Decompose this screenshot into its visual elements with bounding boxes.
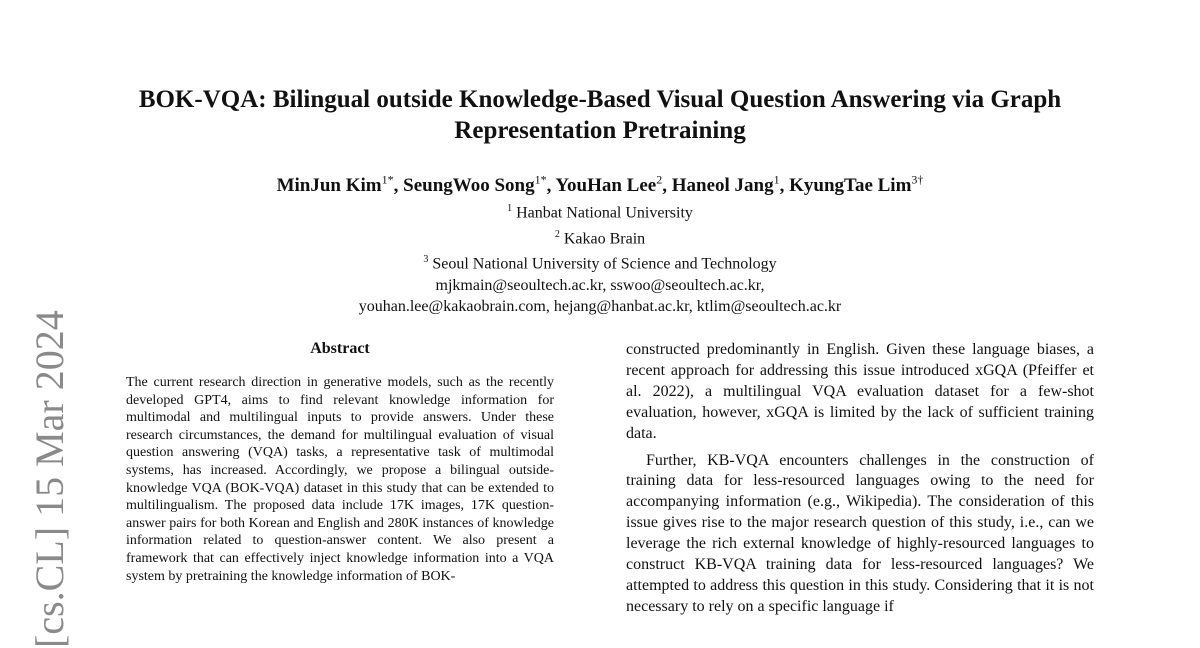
author: MinJun Kim$^{1*}$ xyxy=(276,173,394,197)
affiliation: $^1$ Hanbat National University xyxy=(507,203,693,222)
author-mark: 2 xyxy=(656,173,663,187)
email-line: mjkmain@seoultech.ac.kr, sswoo@seoultech.ac.kr, xyxy=(435,276,765,294)
affiliations xyxy=(100,198,1100,317)
body-paragraph: Further, KB-VQA encounters challenges in the construction of training data for less-resourced languages owing to the need for accompanying information (e.g., Wikipedia). The consideration of this issue gives rise to the major research question of this study, i.e., can we leverage the rich external knowledge of highly-resourced languages to construct KB-VQA training data for less-resourced languages? We attempted to address this question in this study. Considering that it is not necessary to rely on a specific language if xyxy=(626,451,1094,615)
author-mark: 3† xyxy=(911,173,924,187)
body-column-right xyxy=(626,340,1094,624)
author-list: MinJun Kim$^{1*}$, SeungWoo Song$^{1*}$, YouHan Lee$^2$, Haneol Jang$^1$, KyungTae Lim$^{3\dagger}$ xyxy=(276,173,924,197)
body-paragraph: constructed predominantly in English. Given these language biases, a recent approach for addressing this issue introduced xGQA (Pfeiffer et al. 2022), a multilingual VQA evaluation dataset for a few-shot evaluation, however, xGQA is limited by the lack of sufficient training data. xyxy=(626,341,1094,442)
author-mark: 1 xyxy=(773,173,780,187)
abstract-text: The current research direction in generative models, such as the recently developed GPT4, aims to find relevant knowledge information for multimodal and multilingual inputs to provide answers. Under these research circumstances, the demand for multilingual evaluation of visual question answering (VQA) tasks, a representative task of multimodal systems, has increased. Accordingly, we propose a bilingual outside-knowledge VQA (BOK-VQA) dataset in this study that can be extended to multilingualism. The proposed data include 17K images, 17K question-answer pairs for both Korean and English and 280K instances of knowledge information related to question-answer content. We also present a framework that can effectively inject knowledge information into a VQA system by pretraining the knowledge information of BOK- xyxy=(126,375,554,584)
affiliation: $^3$ Seoul National University of Science and Technology xyxy=(423,254,777,273)
arxiv-side-stamp xyxy=(16,300,80,648)
arxiv-stamp-text: [cs.CL] 15 Mar 2024 xyxy=(27,310,72,648)
author: Haneol Jang$^1$ xyxy=(671,173,780,197)
author-mark: 1* xyxy=(534,173,547,187)
author: KyungTae Lim$^{3\dagger}$ xyxy=(789,173,924,197)
abstract-heading: Abstract xyxy=(310,340,370,357)
paper-title: BOK-VQA: Bilingual outside Knowledge-Based Visual Question Answering via Graph Representation Pretraining xyxy=(138,86,1062,144)
affiliation: $^2$ Kakao Brain xyxy=(554,228,646,247)
email-line: youhan.lee@kakaobrain.com, hejang@hanbat.ac.kr, ktlim@seoultech.ac.kr xyxy=(358,298,842,316)
author: SeungWoo Song$^{1*}$ xyxy=(403,173,547,197)
author-mark: 1* xyxy=(381,173,394,187)
author: YouHan Lee$^2$ xyxy=(555,173,663,197)
